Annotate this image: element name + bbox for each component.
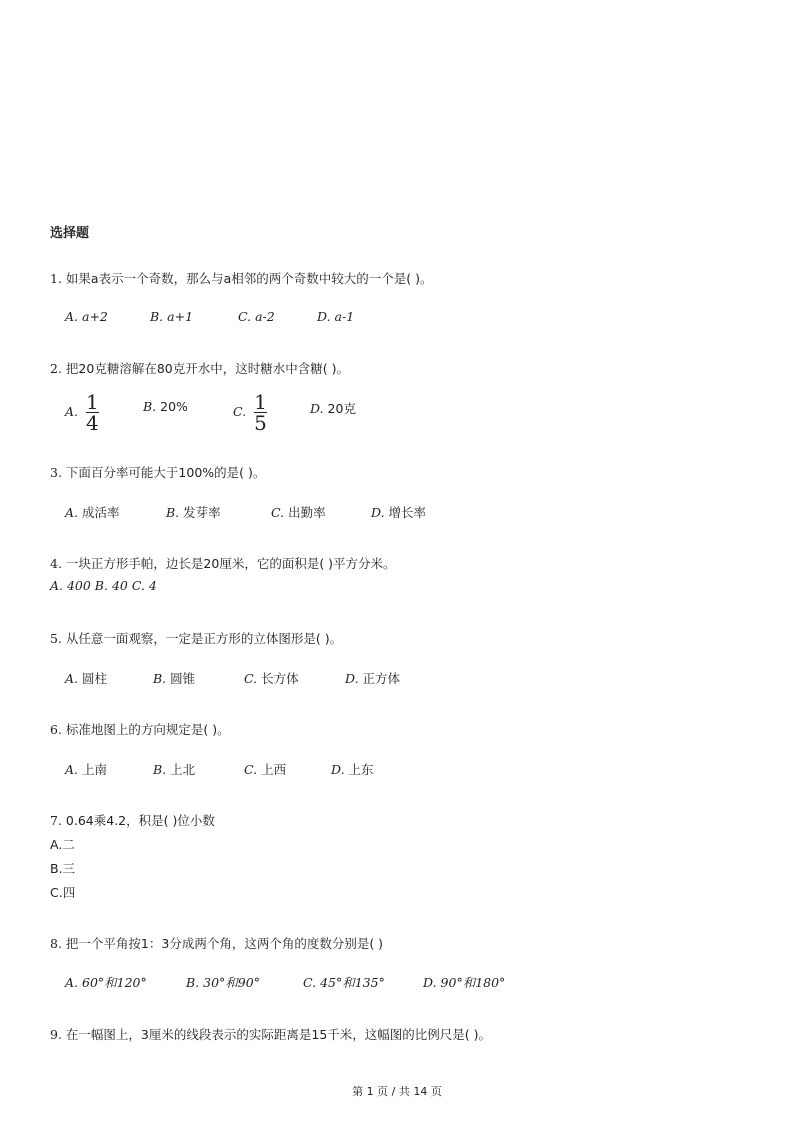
question-5: 5. 从任意一面观察，一定是正方形的立体图形是( )。 (50, 631, 343, 646)
option-a: A. a+2 (65, 309, 108, 324)
question-3: 3. 下面百分率可能大于100%的是( )。 (50, 465, 266, 480)
option-b: B. 20% (143, 399, 188, 414)
inline-options: A. 400 B. 40 C. 4 (50, 578, 157, 593)
option-c: C. 长方体 (244, 671, 299, 686)
question-1 (50, 269, 432, 287)
question-4: 4. 一块正方形手帕，边长是20厘米，它的面积是( )平方分米。 (50, 556, 396, 571)
option-c: C. 出勤率 (271, 505, 326, 520)
option-c: C. 45°和135° (303, 975, 385, 990)
option-d: D. 增长率 (371, 505, 427, 520)
question-9: 9. 在一幅图上，3厘米的线段表示的实际距离是15千米，这幅图的比例尺是( )。 (50, 1027, 492, 1042)
question-text: 如果a表示一个奇数，那么与a相邻的两个奇数中较大的一个是( )。 (65, 271, 433, 286)
option-d: D. a-1 (317, 309, 355, 324)
option-d: D. 20克 (310, 401, 356, 416)
option-b: B. 发芽率 (166, 505, 221, 520)
option-line-b: B.三 (50, 861, 76, 876)
question-2: 2. 把20克糖溶解在80克开水中，这时糖水中含糖( )。 (50, 361, 349, 376)
option-b: B. a+1 (150, 309, 194, 324)
option-b: B. 圆锥 (153, 671, 196, 686)
option-a: A. 上南 (65, 762, 108, 777)
option-c: C. a-2 (238, 309, 275, 324)
fraction: $\frac{1}{5}$ (254, 390, 267, 435)
option-d: D. 上东 (331, 762, 374, 777)
option-d: D. 90°和180° (423, 975, 506, 990)
option-d: D. 正方体 (345, 671, 401, 686)
option-c: C. 上西 (244, 762, 287, 777)
option-a: A. 圆柱 (65, 671, 108, 686)
option-a: A. 60°和120° (65, 975, 147, 990)
option-a: A. $\frac{1}{4}$ (65, 390, 99, 435)
option-line-c: C.四 (50, 885, 76, 900)
section-title: 选择题 (50, 226, 90, 241)
fraction: $\frac{1}{4}$ (86, 390, 99, 435)
option-b: B. 上北 (153, 762, 196, 777)
question-7: 7. 0.64乘4.2，积是( )位小数 (50, 813, 215, 828)
option-line-a: A.二 (50, 837, 75, 852)
option-a: A. 成活率 (65, 505, 120, 520)
page-footer: 第 1 页 / 共 14 页 (352, 1085, 442, 1098)
question-6: 6. 标准地图上的方向规定是( )。 (50, 722, 230, 737)
option-c: C. $\frac{1}{5}$ (233, 390, 267, 435)
question-8: 8. 把一个平角按1：3分成两个角，这两个角的度数分别是( ) (50, 936, 384, 951)
option-b: B. 30°和90° (186, 975, 260, 990)
question-number: 1. (50, 271, 62, 286)
